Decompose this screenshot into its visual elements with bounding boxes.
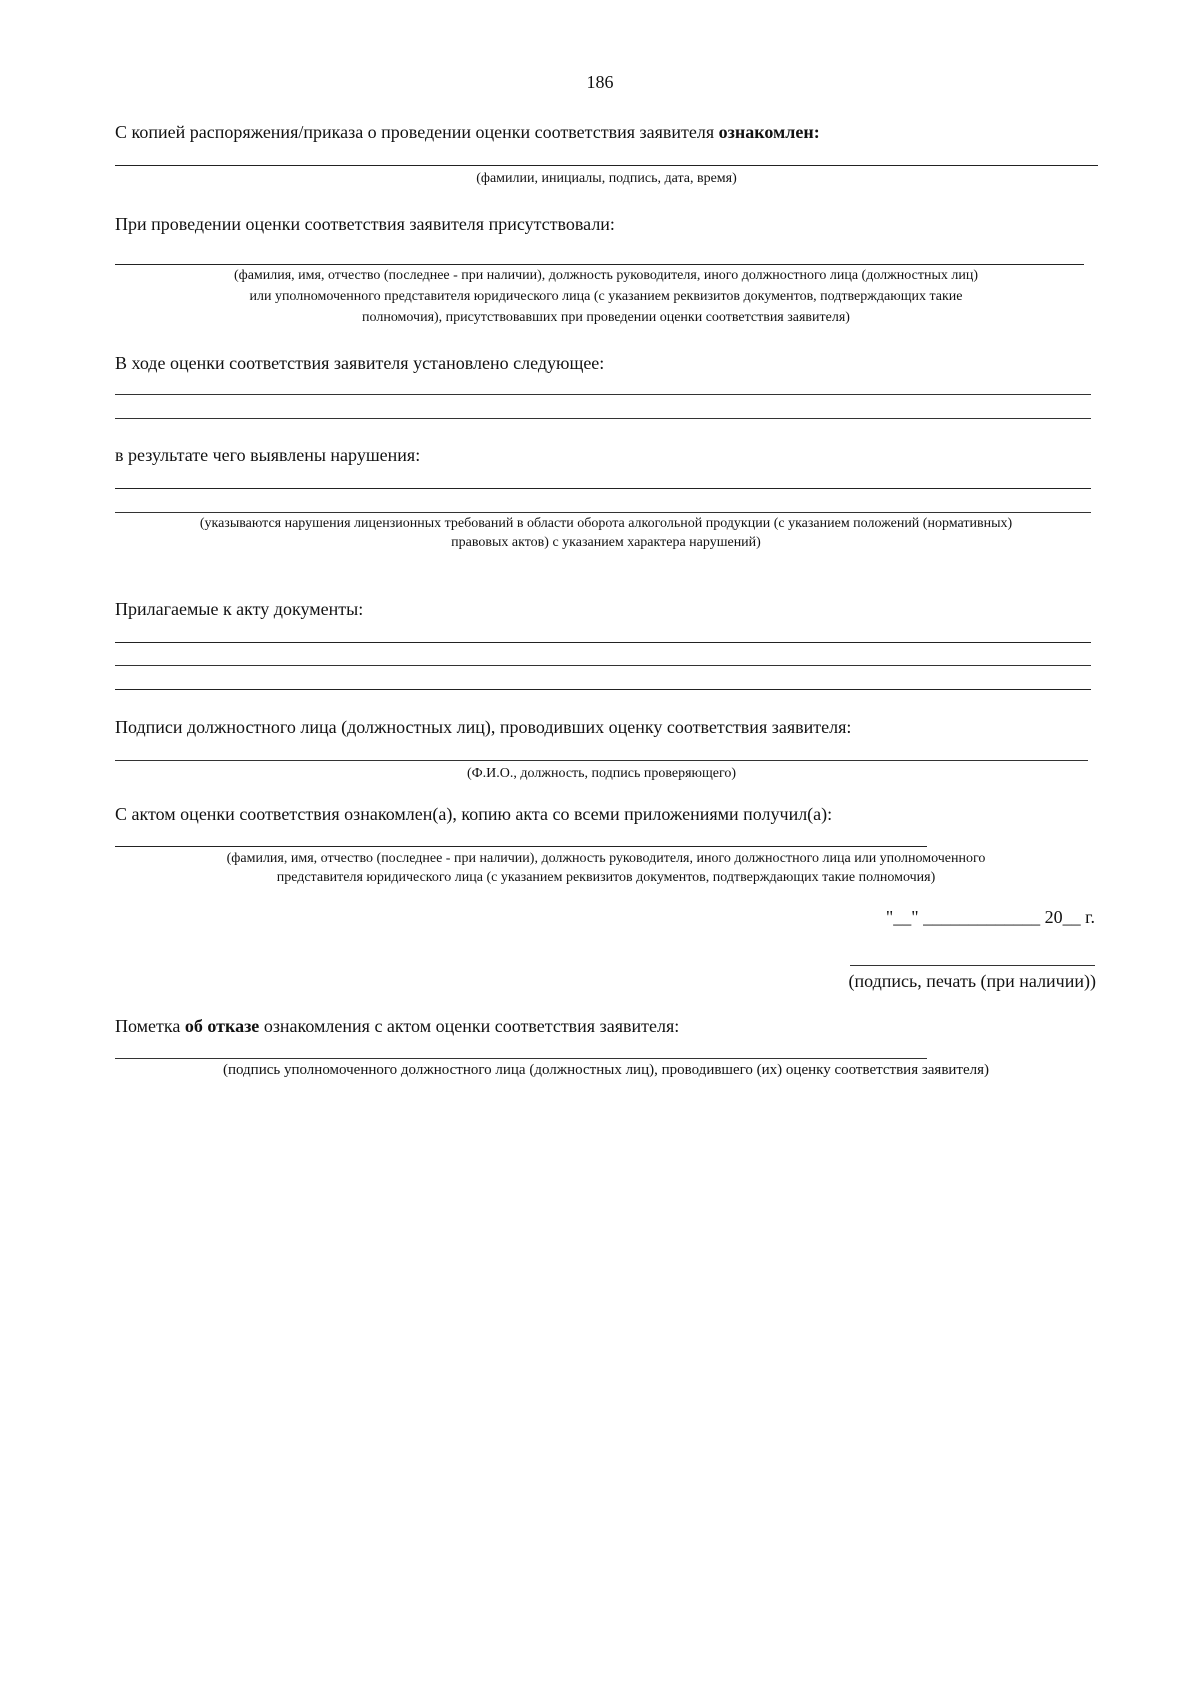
copy-order-caption: (фамилии, инициалы, подпись, дата, время) [476, 171, 737, 186]
refusal-text-1: Пометка [115, 1016, 185, 1036]
attachments-line-3 [115, 689, 1091, 690]
date-day-blank: __ [893, 907, 912, 927]
established-heading: В ходе оценки соответствия заявителя установлено следующее: [115, 353, 605, 373]
violations-caption-2: правовых актов) с указанием характера нарушений) [451, 535, 761, 550]
date-year-prefix: 20 [1044, 907, 1063, 927]
present-caption-2: или уполномоченного представителя юридического лица (с указанием реквизитов документов, подтверждающих такие [249, 289, 963, 304]
present-caption-1: (фамилия, имя, отчество (последнее - при наличии), должность руководителя, иного должностного лица (должностных лиц) [233, 268, 979, 283]
page-number: 186 [586, 72, 614, 92]
violations-line-2 [115, 512, 1091, 513]
refusal-text-2: ознакомления с актом оценки соответствия заявителя: [259, 1016, 680, 1036]
date-quote-open: " [885, 907, 894, 927]
date-quote-close: " [911, 907, 919, 927]
copy-order-heading [115, 121, 820, 143]
established-line-2 [115, 418, 1091, 419]
signatures-line [115, 760, 1088, 761]
attachments-line-1 [115, 642, 1091, 643]
copy-order-text: С копией распоряжения/приказа о проведении оценки соответствия заявителя [115, 122, 719, 142]
present-caption-3: полномочия), присутствовавших при проведении оценки соответствия заявителя) [362, 310, 850, 325]
acquainted-line [115, 846, 927, 847]
attachments-line-2 [115, 665, 1091, 666]
stamp-caption: (подпись, печать (при наличии)) [848, 971, 1096, 991]
refusal-heading [115, 1015, 679, 1037]
refusal-line [115, 1058, 927, 1059]
copy-order-line [115, 165, 1098, 166]
violations-line-1 [115, 488, 1091, 489]
copy-order-bold: ознакомлен: [718, 122, 820, 142]
refusal-bold: об отказе [184, 1016, 260, 1036]
refusal-caption: (подпись уполномоченного должностного лица (должностных лиц), проводившего (их) оценку соответствия заявителя) [222, 1062, 990, 1078]
violations-heading: в результате чего выявлены нарушения: [115, 445, 421, 465]
stamp-line [850, 965, 1095, 966]
acquainted-caption-1: (фамилия, имя, отчество (последнее - при наличии), должность руководителя, иного должностного лица или уполномоченного [226, 851, 986, 866]
attachments-heading: Прилагаемые к акту документы: [115, 599, 364, 619]
acquainted-caption-2: представителя юридического лица (с указанием реквизитов документов, подтверждающих такие полномочия) [276, 870, 936, 885]
present-heading: При проведении оценки соответствия заявителя присутствовали: [115, 214, 615, 234]
date-line [886, 906, 1095, 928]
acquainted-heading: С актом оценки соответствия ознакомлен(а), копию акта со всеми приложениями получил(а): [115, 804, 833, 824]
date-year-blank: __ [1062, 907, 1081, 927]
date-year-suffix: г. [1080, 907, 1095, 927]
established-line-1 [115, 394, 1091, 395]
signatures-heading: Подписи должностного лица (должностных лиц), проводивших оценку соответствия заявителя: [115, 717, 852, 737]
date-month-blank: _____________ [923, 907, 1041, 927]
present-line [115, 264, 1084, 265]
violations-caption-1: (указываются нарушения лицензионных требований в области оборота алкогольной продукции (с указанием положений (нормативных) [199, 516, 1013, 531]
signatures-caption: (Ф.И.О., должность, подпись проверяющего) [466, 766, 737, 781]
